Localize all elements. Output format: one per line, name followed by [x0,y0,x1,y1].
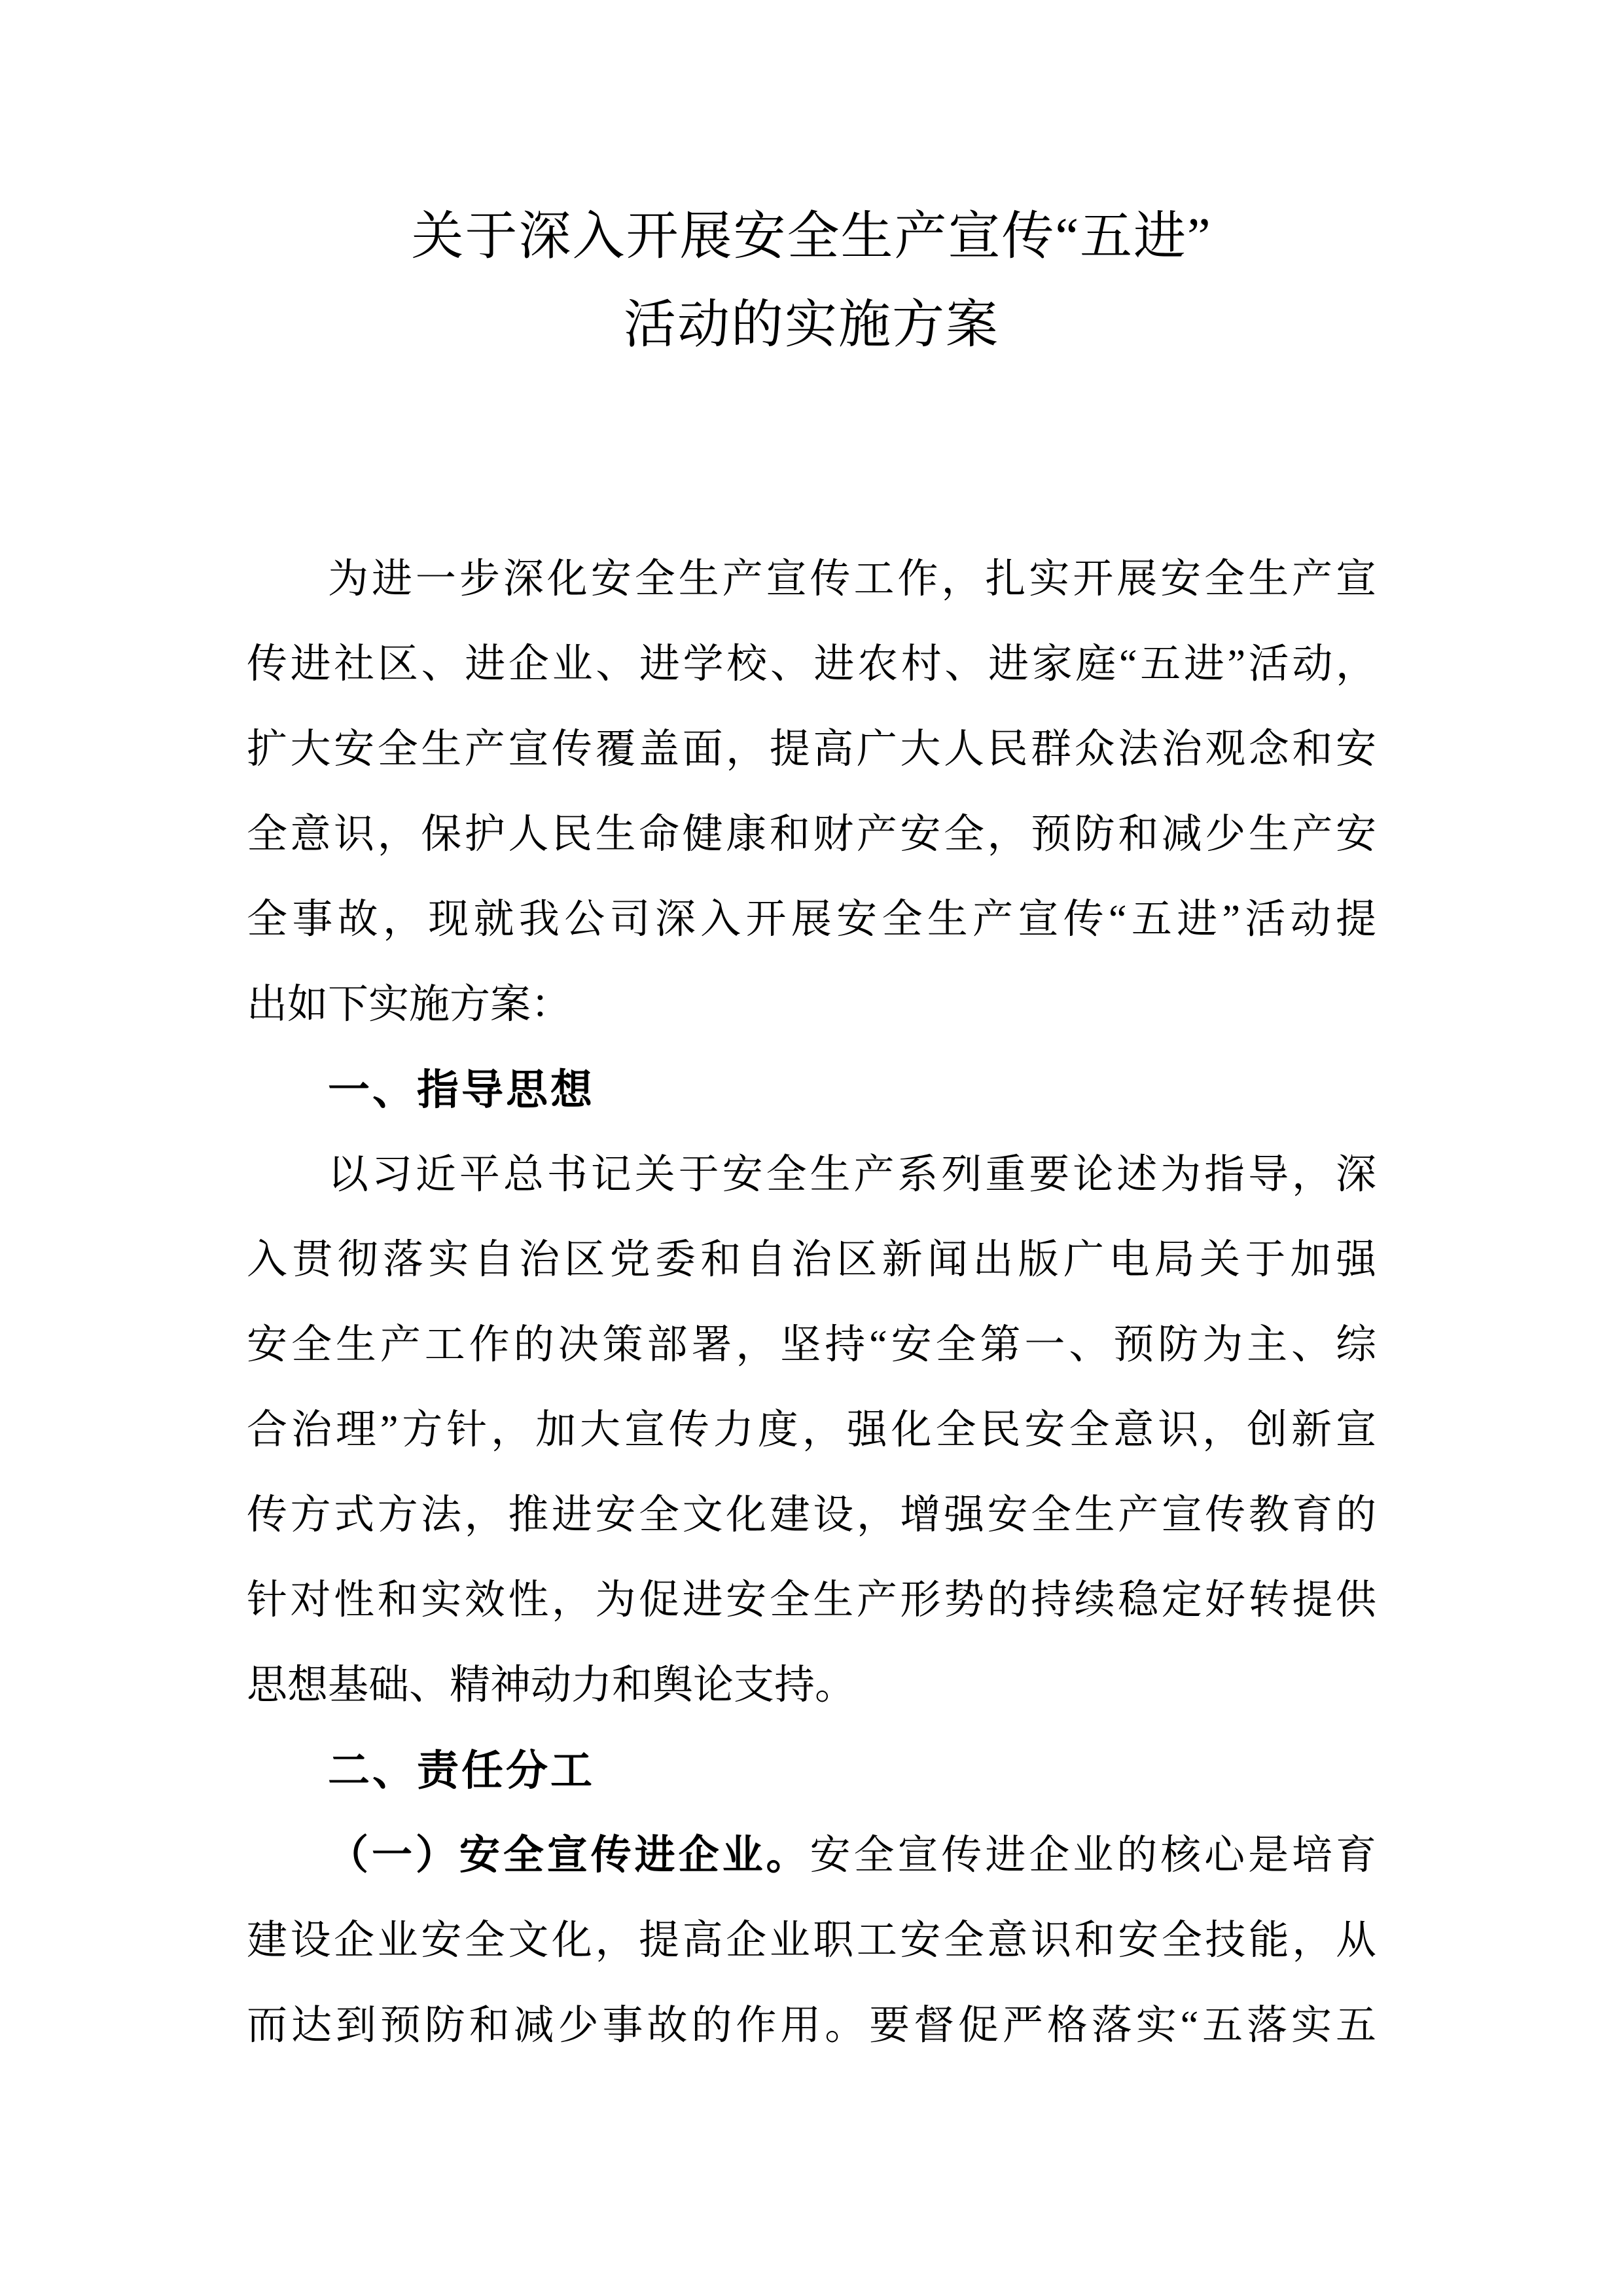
text-line [247,962,1376,1047]
text-line [247,1983,1376,2068]
document-body [247,537,1376,2068]
text-line [247,1643,1376,1728]
section-heading [247,1047,1376,1132]
line-text: 针对性和实效性，为促进安全生产形势的持续稳定好转提供 [247,1578,1376,1623]
text-line [247,1132,1376,1217]
line-text: 传方式方法，推进安全文化建设，增强安全生产宣传教育的 [247,1493,1376,1537]
text-line [247,792,1376,877]
text-line [247,707,1376,792]
bold-lead-text: （一）安全宣传进企业。 [328,1833,810,1878]
text-line [247,1473,1376,1558]
line-text: 一、指导思想 [328,1066,595,1113]
text-line [247,1813,1376,1898]
document-title [245,193,1378,370]
line-text: 合治理”方针，加大宣传力度，强化全民安全意识，创新宣 [247,1408,1376,1452]
text-line [247,622,1376,707]
line-text: 扩大安全生产宣传覆盖面，提高广大人民群众法治观念和安 [247,727,1376,772]
line-text: 入贯彻落实自治区党委和自治区新闻出版广电局关于加强 [247,1238,1376,1282]
document-title-line-1: 关于深入开展安全生产宣传“五进” [411,208,1212,266]
line-text: 全事故，现就我公司深入开展安全生产宣传“五进”活动提 [247,897,1376,942]
document-title-line-2: 活动的实施方案 [624,296,999,354]
line-text: 思想基础、精神动力和舆论支持。 [247,1663,856,1708]
line-text: 为进一步深化安全生产宣传工作，扎实开展安全生产宣 [328,557,1376,601]
text-line [247,1898,1376,1983]
text-line [247,877,1376,962]
text-line [247,537,1376,622]
section-heading [247,1728,1376,1813]
line-text: 二、责任分工 [328,1747,595,1794]
line-text: 传进社区、进企业、进学校、进农村、进家庭“五进”活动， [247,642,1376,687]
text-line [247,1388,1376,1473]
text-line [247,1558,1376,1643]
text-line [247,1217,1376,1302]
line-text: 以习近平总书记关于安全生产系列重要论述为指导，深 [328,1153,1376,1197]
line-text: 而达到预防和减少事故的作用。要督促严格落实“五落实五 [247,2003,1376,2048]
line-text: 建设企业安全文化，提高企业职工安全意识和安全技能，从 [247,1918,1376,1963]
line-text: 安全生产工作的决策部署，坚持“安全第一、预防为主、综 [247,1323,1376,1367]
line-text: 出如下实施方案： [247,982,572,1027]
line-text: 全意识，保护人民生命健康和财产安全，预防和减少生产安 [247,812,1376,857]
text-line [247,1302,1376,1388]
line-text: 安全宣传进企业的核心是培育 [810,1833,1376,1878]
